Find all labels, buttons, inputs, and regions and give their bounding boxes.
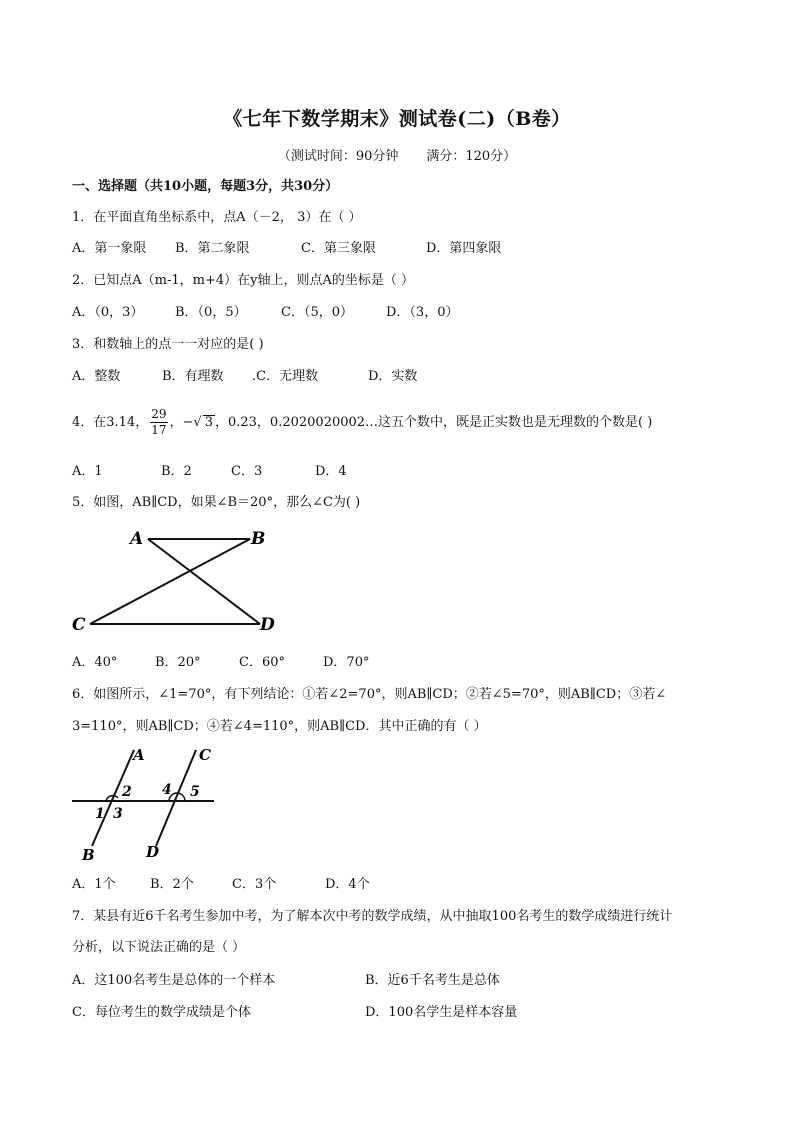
option-b: B．（0，5） — [175, 305, 247, 320]
question-2-options — [72, 304, 458, 322]
exam-title: 《七年下数学期末》测试卷(二)（B卷） — [223, 108, 571, 130]
label-a: A — [133, 746, 145, 764]
q4-prefix: 4．在3.14， — [72, 415, 149, 430]
q4-neg-root-prefix: ，− — [169, 415, 194, 430]
option-d: D．实数 — [368, 369, 418, 384]
option-c: C．每位考生的数学成绩是个体 — [72, 1005, 251, 1020]
option-a: A．整数 — [72, 369, 121, 384]
option-d: D．70° — [323, 655, 370, 670]
question-7-stem-line-1: 7．某县有近6千名考生参加中考，为了解本次中考的数学成绩，从中抽取100名考生的数学成绩进行统计 — [72, 909, 673, 924]
question-6-stem-line-2: 3=110°，则AB∥CD；④若∠4=110°，则AB∥CD．其中正确的有（ ） — [72, 719, 487, 734]
label-c: C — [199, 746, 211, 764]
option-b: B．第二象限 — [175, 241, 250, 256]
angle-1-label: 1 — [95, 806, 105, 822]
option-a: A．40° — [72, 655, 118, 670]
angle-4-label: 4 — [162, 782, 172, 798]
fraction-numerator: 29 — [151, 407, 167, 421]
angle-2-label: 2 — [122, 784, 132, 800]
option-d: D．第四象限 — [426, 241, 502, 256]
label-b: B — [251, 529, 266, 549]
option-a: A．第一象限 — [72, 241, 147, 256]
option-d: D．4 — [315, 464, 347, 479]
q6-figure — [66, 742, 226, 867]
option-a: A．1个 — [72, 877, 116, 892]
question-6-stem-line-1: 6．如图所示，∠1=70°，有下列结论：①若∠2=70°，则AB∥CD；②若∠5=70°，则AB∥CD；③若∠ — [72, 687, 667, 702]
segment-ad — [148, 539, 260, 624]
option-d: D．100名学生是样本容量 — [365, 1005, 518, 1020]
q4-suffix: ，0.23，0.2020020002…这五个数中，既是正实数也是无理数的个数是( ) — [214, 415, 653, 430]
option-b: B．2 — [161, 464, 192, 479]
label-d: D — [146, 843, 160, 861]
sqrt-sign: √ — [193, 415, 202, 430]
option-b: B．有理数 — [162, 369, 224, 384]
option-c: C．60° — [239, 655, 285, 670]
option-c: C．3个 — [232, 877, 277, 892]
question-1-stem: 1．在平面直角坐标系中，点A（－2， 3）在（ ） — [72, 210, 362, 225]
option-c: .C．无理数 — [252, 369, 319, 384]
label-a: A — [130, 529, 144, 549]
fraction-denominator: 17 — [151, 423, 167, 437]
question-7-stem-line-2: 分析，以下说法正确的是（ ） — [72, 940, 246, 955]
option-a: A．1 — [72, 464, 103, 479]
exam-score: 满分：120分） — [426, 149, 517, 164]
section-heading: 一、选择题（共10小题，每题3分，共30分） — [72, 179, 339, 194]
sqrt-argument: 3 — [204, 415, 213, 430]
option-a: A．（0，3） — [72, 305, 144, 320]
label-c: C — [72, 615, 86, 635]
label-b: B — [82, 846, 95, 864]
question-4-options — [72, 463, 347, 481]
question-5-options — [72, 654, 369, 672]
question-3-stem: 3．和数轴上的点一一对应的是( ) — [72, 337, 264, 352]
label-d: D — [260, 615, 275, 635]
option-c: C．3 — [231, 464, 263, 479]
exam-subtitle — [0, 145, 794, 164]
option-a: A．这100名考生是总体的一个样本 — [72, 973, 276, 988]
question-7-options-row-1 — [72, 972, 500, 990]
question-4-stem — [72, 405, 652, 441]
option-d: D．4个 — [325, 877, 370, 892]
fraction — [150, 407, 167, 438]
question-3-options — [72, 368, 417, 386]
option-d: D．（3，0） — [386, 305, 459, 320]
question-2-stem: 2．已知点A（m-1，m+4）在y轴上，则点A的坐标是（ ） — [72, 273, 415, 288]
option-c: C．（5，0） — [281, 305, 353, 320]
option-c: C．第三象限 — [301, 241, 376, 256]
question-7-options-row-2 — [72, 1004, 517, 1022]
option-b: B．近6千名考生是总体 — [365, 973, 500, 988]
exam-time: （测试时间：90分钟 — [277, 149, 399, 164]
question-5-stem: 5．如图，AB∥CD，如果∠B＝20°，那么∠C为( ) — [72, 495, 361, 510]
option-b: B．20° — [155, 655, 201, 670]
question-1-options — [72, 240, 501, 258]
segment-cb — [90, 539, 250, 624]
angle-3-label: 3 — [113, 806, 123, 822]
q5-figure — [60, 520, 290, 645]
question-6-options — [72, 876, 370, 894]
angle-5-label: 5 — [190, 784, 200, 800]
option-b: B．2个 — [150, 877, 194, 892]
